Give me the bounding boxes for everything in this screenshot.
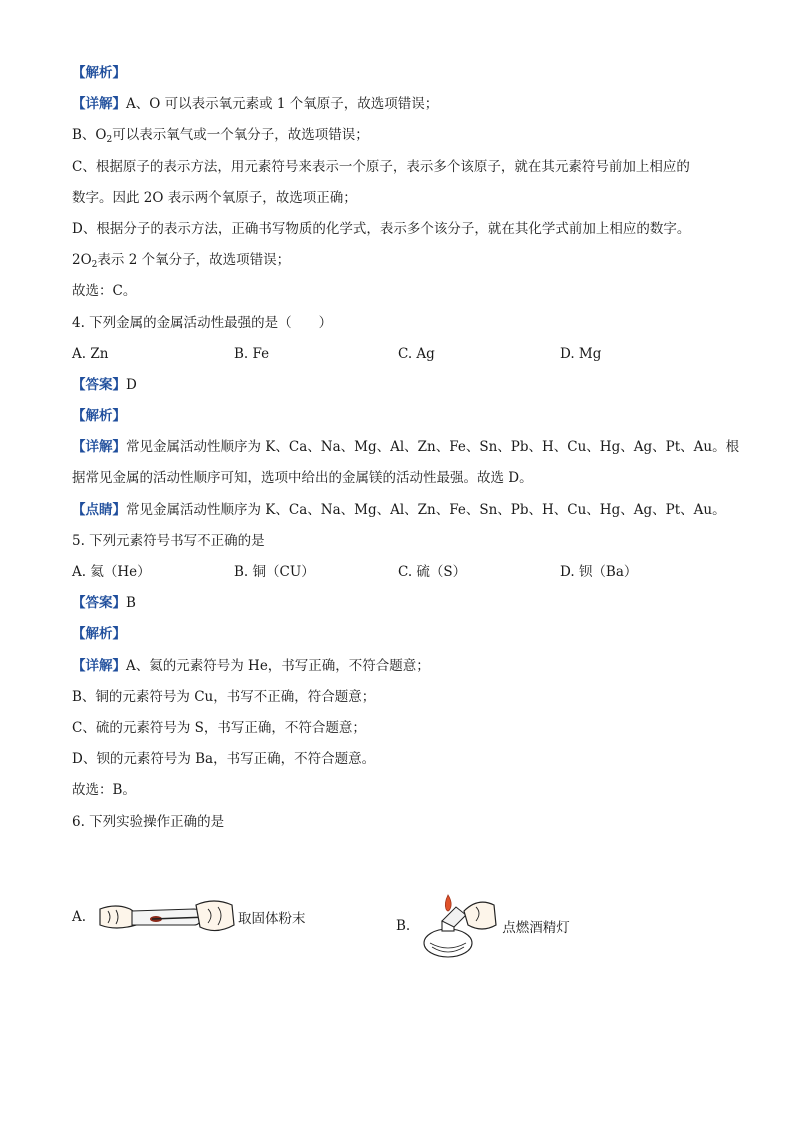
q6-option-a-letter: A. <box>72 909 87 925</box>
q5-options <box>72 557 732 588</box>
q5-detail-a: 【详解】A、氦的元素符号为 He，书写正确，不符合题意； <box>72 657 430 674</box>
q3-detail-d2: $2O_2$表示 2 个氧分子，故选项错误； <box>72 252 291 271</box>
q5-detail-c: C、硫的元素符号为 S，书写正确，不符合题意； <box>72 719 366 736</box>
q4-option-c: C. Ag <box>398 345 435 362</box>
q4-options <box>72 339 732 370</box>
q3-detail-c2: 数字。因此 2O 表示两个氧原子，故选项正确； <box>72 189 357 206</box>
q3-detail-c1: C、根据原子的表示方法，用元素符号来表示一个原子，表示多个该原子，就在其元素符号前加上相应的 <box>72 158 690 175</box>
q4-answer: 【答案】D <box>72 376 137 393</box>
q4-detail-1: 【详解】常见金属活动性顺序为 K、Ca、Na、Mg、Al、Zn、Fe、Sn、Pb、H、Cu、Hg、Ag、Pt、Au。根 <box>72 439 740 456</box>
q4-option-d: D. Mg <box>560 345 602 362</box>
q6-image-options <box>72 891 732 961</box>
q4-detail-2: 据常见金属的活动性顺序可知，选项中给出的金属镁的活动性最强。故选 D。 <box>72 470 533 487</box>
q6-option-b-caption: 点燃酒精灯 <box>502 920 570 936</box>
q5-stem: 5. 下列元素符号书写不正确的是 <box>72 532 265 549</box>
alcohol-lamp-illustration <box>420 891 500 961</box>
q6-option-a <box>72 895 306 939</box>
q4-option-a: A. Zn <box>72 345 109 362</box>
q5-option-c: C. 硫（S） <box>398 564 467 580</box>
test-tube-hands-illustration <box>96 895 236 939</box>
q5-detail-d: D、钡的元素符号为 Ba，书写正确，不符合题意。 <box>72 751 376 768</box>
q3-detail-a: 【详解】A、O 可以表示氧元素或 1 个氧原子，故选项错误； <box>72 96 439 113</box>
q6-stem: 6. 下列实验操作正确的是 <box>72 813 225 830</box>
q3-detail-d1: D、根据分子的表示方法，正确书写物质的化学式，表示多个该分子，就在其化学式前加上相应的数字。 <box>72 220 691 237</box>
q3-detail-b: B、$O_2$可以表示氧气或一个氧分子，故选项错误； <box>72 127 369 146</box>
q6-option-b <box>396 891 570 961</box>
q5-option-a: A. 氦（He） <box>72 564 151 580</box>
q5-conclusion: 故选：B。 <box>72 782 136 799</box>
q4-stem: 4. 下列金属的金属活动性最强的是（ ） <box>72 314 333 331</box>
q5-answer: 【答案】B <box>72 595 136 612</box>
q4-analysis-heading: 【解析】 <box>72 408 126 425</box>
q6-option-b-letter: B. <box>396 918 411 934</box>
q5-detail-b: B、铜的元素符号为 Cu，书写不正确，符合题意； <box>72 688 376 705</box>
analysis-heading: 【解析】 <box>72 65 126 81</box>
q5-option-d: D. 钡（Ba） <box>560 564 638 580</box>
q4-option-b: B. Fe <box>234 345 270 362</box>
q5-option-b: B. 铜（CU） <box>234 564 315 580</box>
q5-analysis-heading: 【解析】 <box>72 626 126 643</box>
q6-option-a-caption: 取固体粉末 <box>238 911 306 927</box>
q4-tip: 【点睛】常见金属活动性顺序为 K、Ca、Na、Mg、Al、Zn、Fe、Sn、Pb、H、Cu、Hg、Ag、Pt、Au。 <box>72 501 726 518</box>
q3-conclusion: 故选：C。 <box>72 283 137 300</box>
document-page <box>72 58 740 936</box>
